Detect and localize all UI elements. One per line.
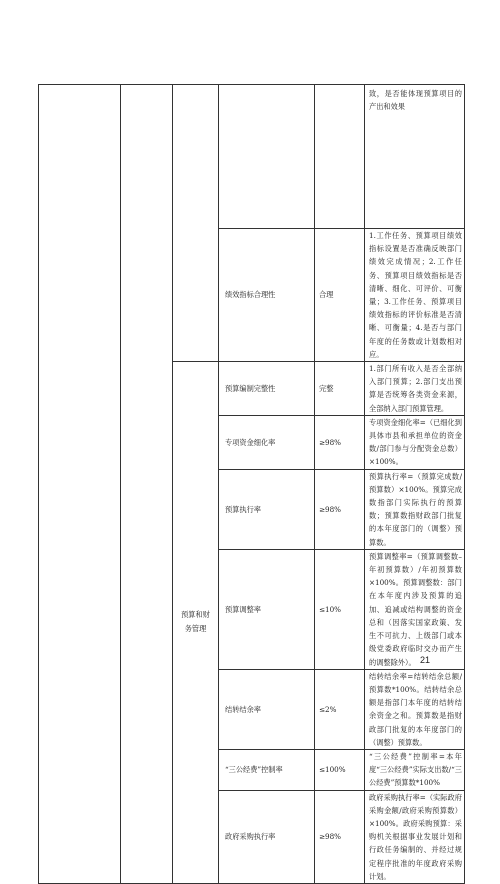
standard-cell: ≥98% [315,415,365,469]
blank-cell-group-top [173,85,219,362]
description-text: “三公经费”控制率=本年度“三公经费”实际支出数/“三公经费”预算数*100% [369,751,462,788]
description-cell [365,85,465,229]
description-text: 1.工作任务、预算项目绩效指标设置是否准确反映部门绩效完成情况；2.工作任务、预算项目绩效指标是否清晰、细化、可评价、可衡量；3.工作任务、预算项目绩效指标的评价标准是否清晰、可衡量；4.是否与部门年度的任务数或计划数相对应。 [369,231,462,359]
description-text: 专项资金细化率=（已细化到具体市县和承担单位的资金数/部门参与分配资金总数）×100%。 [369,417,462,467]
evaluation-table-wrap [38,84,464,884]
indicator-cell: 专项资金细化率 [219,415,315,469]
description-text: 政府采购执行率=（实际政府采购金额/政府采购预算数）×100%。政府采购预算：采购机关根据事业发展计划和行政任务编制的、并经过规定程序批准的年度政府采购计划。 [369,792,462,881]
blank-cell [315,85,365,229]
description-cell [365,669,465,749]
description-text: 预算执行率=（预算完成数/预算数）×100%。预算完成数指部门实际执行的预算数；预算数指财政部门批复的本年度部门的（调整）预算数。 [369,471,462,547]
indicator-cell: 预算执行率 [219,469,315,549]
indicator-cell: 结转结余率 [219,669,315,749]
page-number: 21 [420,655,431,665]
description-cell [365,549,465,669]
description-cell [365,362,465,416]
description-cell [365,469,465,549]
indicator-cell: “三公经费”控制率 [219,749,315,790]
standard-cell: ≥98% [315,469,365,549]
description-text: 预算调整率=（预算调整数–年初预算数）/年初预算数×100%。预算调整数：部门在本年度内涉及预算的追加、追减或结构调整的资金总和（因落实国家政策、发生不可抗力、上级部门或本级党委政府临时交办而产生的调整除外）。 [369,551,462,667]
description-cell [365,749,465,790]
description-text: 结转结余率=结转结余总额/预算数*100%。结转结余总额是指部门本年度的结转结余资金之和。预算数是指财政部门批复的本年度部门的（调整）预算数。 [369,671,462,747]
table-row [39,85,465,229]
description-text: 1.部门所有收入是否全部纳入部门预算；2.部门支出预算是否统筹各类资金来源，全部纳入部门预算管理。 [369,364,462,413]
indicator-cell: 预算编制完整性 [219,362,315,416]
evaluation-table [38,84,465,884]
blank-cell-inner [121,85,173,884]
description-text: 致，是否能体现预算项目的产出和效果 [369,89,462,112]
standard-cell: ≤10% [315,549,365,669]
standard-cell: 合理 [315,229,365,362]
blank-cell [219,85,315,229]
description-cell [365,229,465,362]
description-cell [365,790,465,883]
standard-cell: ≥98% [315,790,365,883]
group-label-cell: 预算和财务管理 [173,362,219,884]
description-cell [365,415,465,469]
indicator-cell: 政府采购执行率 [219,790,315,883]
blank-cell-outer [39,85,121,884]
standard-cell: ≤2% [315,669,365,749]
standard-cell: 完整 [315,362,365,416]
standard-cell: ≤100% [315,749,365,790]
indicator-cell: 预算调整率 [219,549,315,669]
indicator-cell: 绩效指标合理性 [219,229,315,362]
